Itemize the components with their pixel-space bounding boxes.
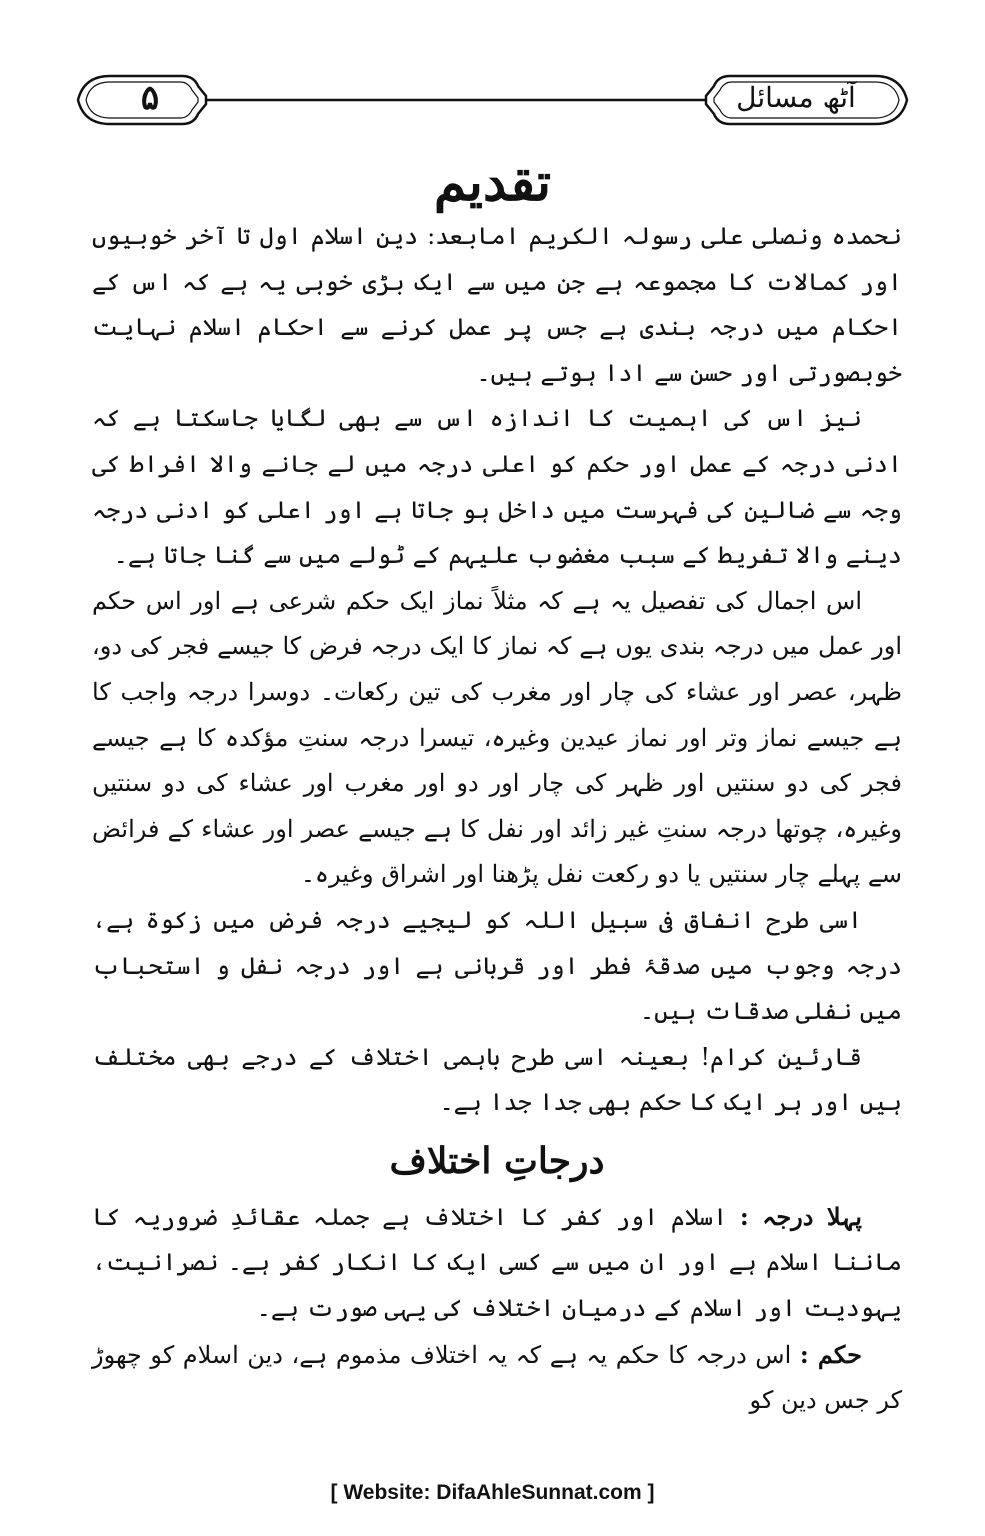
first-degree-label: پہلا درجہ :: [739, 1201, 862, 1231]
intro-paragraph-2: نیز اس کی اہمیت کا اندازہ اس سے بھی لگایا جاسکتا ہے کہ ادنی درجہ کے عمل اور حکم کو اعلی درجہ میں لے جانے والا افراط کی وجہ سے ضالین کی فہرست میں داخل ہو جاتا ہے اور اعلی کو ادنی درجہ دینے والا تفریط کے سبب مغضوب علیہم کے ٹولے میں سے گنا جاتا ہے۔: [92, 404, 902, 570]
intro-paragraph-4: اسی طرح انفاق فی سبیل اللہ کو لیجیے درجہ فرض میں زکوۃ ہے، درجہ وجوب میں صدقۂ فطر اور قربانی ہے اور درجہ نفل و استحباب میں نفلی صدقات ہیں۔: [92, 905, 902, 1026]
intro-paragraph-1: نحمدہ ونصلی علی رسولہ الکریم امابعد: دین اسلام اول تا آخر خوبیوں اور کمالات کا مجموعہ ہے جن میں سے ایک بڑی خوبی یہ ہے کہ اس کے احکام میں درجہ بندی ہے جس پر عمل کرنے سے احکام اسلام نہایت خوبصورتی اور حسن سے ادا ہوتے ہیں۔: [92, 222, 902, 387]
intro-paragraph-3: اس اجمال کی تفصیل یہ ہے کہ مثلاً نماز ایک حکم شرعی ہے اور اس حکم اور عمل میں درجہ بندی یوں ہے کہ نماز کا ایک درجہ فرض کا جیسے فجر کی دو، ظہر، عصر اور عشاء کی چار اور مغرب کی تین رکعات۔ دوسرا درجہ واجب کا ہے جیسے نماز وتر اور نماز عیدین وغیرہ، تیسرا درجہ سنتِ مؤکدہ کا ہے جیسے فجر کی دو سنتیں اور ظہر کی چار اور دو اور مغرب اور عشاء کی دو سنتیں وغیرہ، چوتھا درجہ سنتِ غیر زائد اور نفل کا ہے جیسے عصر اور عشاء کے فرائض سے پہلے چار سنتیں یا دو رکعت نفل پڑھنا اور اشراق وغیرہ۔: [92, 586, 902, 889]
section-heading: درجاتِ اختلاف: [389, 1139, 605, 1182]
ruling-label: حکم :: [799, 1339, 862, 1369]
website-footer: [ Website: DifaAhleSunnat.com ]: [330, 1481, 655, 1504]
intro-paragraph-5: قارئین کرام! بعینہ اسی طرح باہمی اختلاف کے درجے بھی مختلف ہیں اور ہر ایک کا حکم بھی جدا جدا ہے۔: [92, 1042, 902, 1117]
ruling-paragraph: [92, 1332, 902, 1424]
ruling-text: اس درجہ کا حکم یہ ہے کہ یہ اختلاف مذموم ہے، دین اسلام کو چھوڑ کر جس دین کو: [92, 1340, 902, 1415]
running-book-title: آٹھ مسائل: [736, 81, 856, 114]
page-title: تقدیم: [433, 152, 552, 213]
body-text: [92, 214, 902, 1424]
first-degree-text: اسلام اور کفر کا اختلاف ہے جملہ عقائدِ ضروریہ کا ماننا اسلام ہے اور ان میں سے کسی ایک کا انکار کفر ہے۔ نصرانیت، یہودیت اور اسلام کے درمیان اختلاف کی یہی صورت ہے۔: [92, 1202, 902, 1323]
page-number: ۵: [140, 78, 160, 118]
page-header: [70, 62, 915, 138]
first-degree-paragraph: [92, 1194, 902, 1332]
